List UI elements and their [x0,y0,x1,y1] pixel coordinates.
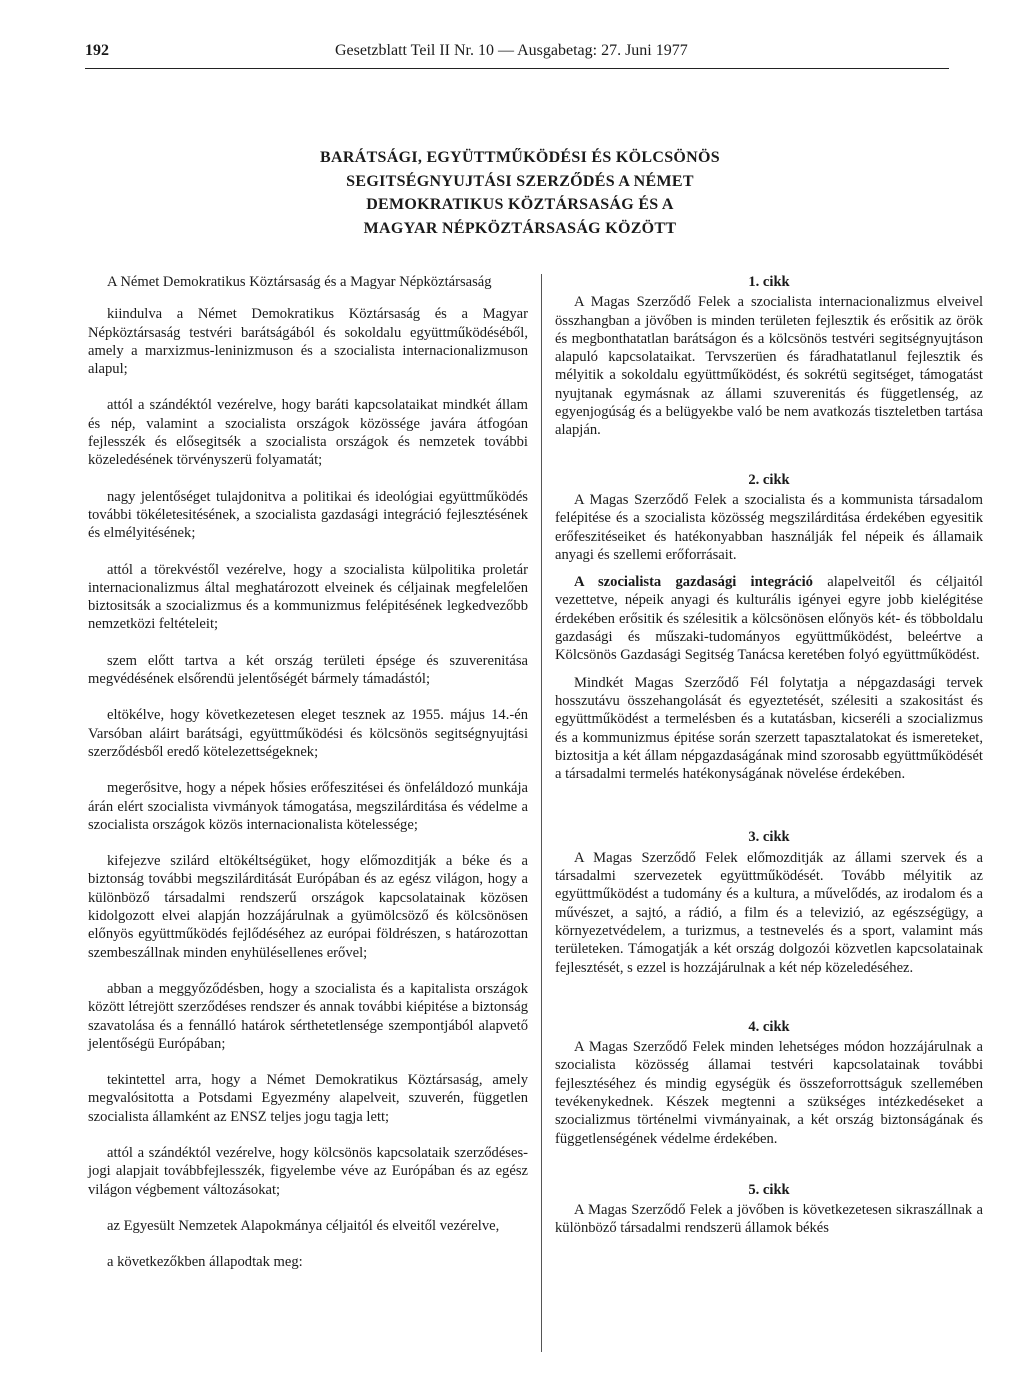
preamble-paragraph: az Egyesült Nemzetek Alapokmánya céljaitól és elveitől vezérelve, [107,1217,500,1234]
article-paragraph: Mindkét Magas Szerződő Fél folytatja a népgazdasági tervek hosszutávu összehangolását és egyeztetését, szélesiti a szakositást és együttműködést a termelésben és a kutatásban, kicseréli a szocializmus és a kommunizmus épitése során szerzett tapasztalatokat és ismereteket, biztositja a két állam népgazdaságának mind szorosabb együttműködését a társadalmi termelés hatékonyságának növelése érdekében. [555,674,983,783]
running-head: Gesetzblatt Teil II Nr. 10 — Ausgabetag: 27. Juni 1977 [335,42,688,59]
preamble-paragraph: attól a szándéktól vezérelve, hogy baráti kapcsolataikat mindkét állam és nép, valamint a szocialista országok közössége javára átfogóan fejlesszék és elősegitsék a szocialista országok és nemzetek további közeledésének törvényszerü folyamatát; [88,397,528,469]
article-paragraph: A Magas Szerződő Felek előmozditják az állami szervek és a társadalmi szervezetek együttműködését. Tovább mélyitik az együttműködést a tudomány és a kultura, a művelődés, az irodalom és a művészet, a sajtó, a rádió, a film és a televizió, az egészségügy, a környezetvédelem, a turizmus, a testnevelés és a sport, valamint más területeken. Támogatják a két ország dolgozói közvetlen kapcsolatainak fejlesztését, s ezzel is hozzájárulnak a két nép közeledéséhez. [555,849,983,976]
article-heading: 5. cikk [748,1181,790,1198]
article-paragraph: A Magas Szerződő Felek minden lehetséges módon hozzájárulnak a szocialista közösség államai testvéri kapcsolatainak további fejlesztéséhez és mindig egységük és összeforrottságuk szellemében tevékenykednek. Készek megtenni a szükséges intézkedéseket a szocializmus történelmi vivmányainak, a két ország biztonságának és függetlenségének védelme érdekében. [555,1039,983,1147]
articles-column [555,273,983,1247]
article-paragraph: A Magas Szerződő Felek a jövőben is következetesen sikraszállnak a különböző társadalmi rendszerü államok békés [555,1202,983,1237]
article-heading: 4. cikk [748,1018,790,1035]
column-divider [541,274,542,1352]
running-header [85,42,949,69]
article-heading: 1. cikk [748,274,790,290]
article-bold-lead: A szocialista gazdasági integráció [574,574,813,591]
article-text: alapelveitől és céljaitól vezettetve, népeik anyagi és kulturális igényei egyre jobb kielégitése érdekében erősitik és szélesitik a kölcsönösen előnyös két- és többoldalu gazdasági és műszaki-tudományos együttműködést, beleértve a Kölcsönös Gazdasági Segitség Tanácsa keretében folyó együttműködést. [555,574,983,664]
article-paragraph: A Magas Szerződő Felek a szocialista és a kommunista társadalom felépitése és a szocialista közösség megszilárditása érdekében egyesitik erőfeszitéseiket és hatékonyabban használják fel népeik és államaik anyagi és szellemi erőforrásait. [555,491,983,563]
title-line: BARÁTSÁGI, EGYÜTTMŰKÖDÉSI ÉS KÖLCSÖNÖS [320,149,720,166]
article-paragraph: A Magas Szerződő Felek a szocialista internacionalizmus elveivel összhangban a jövőben is minden területen fejlesztik és erősitik az örök és megbonthatatlan barátságon és a kölcsönös testvéri segitségnyujtáson alapuló kapcsolataikat. Tervszerüen és fáradhatatlanul fejlesztik és mélyitik a sokoldalu együttműködést, és sokrétü segitséget, támogatást nyujtanak egymásnak az állami szuverenitás és függetlenség, az egyenjogúság és a belügyekbe való be nem avatkozás tiszteletben tartása alapján. [555,294,983,439]
title-line: MAGYAR NÉPKÖZTÁRSASÁG KÖZÖTT [363,219,677,237]
preamble-paragraph: a következőkben állapodtak meg: [107,1254,303,1271]
preamble-paragraph: A Német Demokratikus Köztársaság és a Magyar Népköztársaság [107,274,492,290]
preamble-paragraph: attól a szándéktól vezérelve, hogy kölcsönös kapcsolataik szerződéses-jogi alapjait továbbfejlesszék, figyelembe véve az Európában és az egész világon végbement változásokat; [88,1144,528,1198]
page-number: 192 [85,42,109,59]
title-line: SEGITSÉGNYUJTÁSI SZERZŐDÉS A NÉMET [346,172,694,190]
preamble-paragraph: eltökélve, hogy következetesen eleget tesznek az 1955. május 14.-én Varsóban aláirt barátsági, együttműködési és kölcsönös segitségnyujtási szerződésből eredő kötelezettségeknek; [88,707,528,760]
preamble-paragraph: szem előtt tartva a két ország területi épsége és szuverenitása megvédésének elsőrendü jelentőségét bármely támadástól; [88,652,528,688]
preamble-paragraph: kiindulva a Német Demokratikus Köztársaság és a Magyar Népköztársaság testvéri barátságából és sokoldalu együttműködéséből, amely a marxizmus-leninizmuson és a szocialista internacionalizmuson alapul; [88,306,528,378]
article-heading: 3. cikk [748,829,790,846]
preamble-paragraph: kifejezve szilárd eltökéltségüket, hogy előmozditják a béke és a biztonság további megszilárditását Európában és az egész világon, hogy a különböző társadalmi rendszerű országok kapcsolatainak közösen kidolgozott elvei alapján hozzájárulnak a gyümölcsöző és kölcsönösen előnyös együttműködés fejlődéséhez az európai földrészen, s határozottan szembeszállnak minden enyhülésellenes erővel; [88,853,528,961]
preamble-paragraph: tekintettel arra, hogy a Német Demokratikus Köztársaság, amely megvalósitotta a Potsdami Egyezmény alapelveit, szuverén, független szocialista államként az ENSZ teljes jogu tagja lett; [88,1072,528,1125]
article-heading: 2. cikk [748,471,790,488]
title-line: DEMOKRATIKUS KÖZTÁRSASÁG ÉS A [366,196,674,213]
preamble-paragraph: attól a törekvéstől vezérelve, hogy a szocialista külpolitika proletár internacionalizmus által meghatározott elveinek és céljainak megfelelően biztositsák a szocializmus és a kommunizmus felépitésének legkedvezőbb nemzetközi feltételeit; [88,561,528,633]
preamble-paragraph: nagy jelentőséget tulajdonitva a politikai és ideológiai együttműködés további tökéletesitésének, a szocialista gazdasági integráció fejlesztésének és elmélyitésének; [88,488,528,542]
preamble-paragraph: megerősitve, hogy a népek hősies erőfeszitései és önfeláldozó munkája árán elért szocialista vivmányok támogatása, megszilárditása és védelme a szocialista országok közös internacionalista kötelessége; [88,780,528,833]
preamble-paragraph: abban a meggyőződésben, hogy a szocialista és a kapitalista országok között létrejött szerződéses rendszer és annak további kiépitése a biztonság szavatolása és a fennálló határok sérthetetlensége szempontjából alapvető jelentőségü Európában; [88,980,528,1052]
article-paragraph [555,573,983,664]
treaty-title [160,146,880,240]
preamble-column [88,273,528,1289]
